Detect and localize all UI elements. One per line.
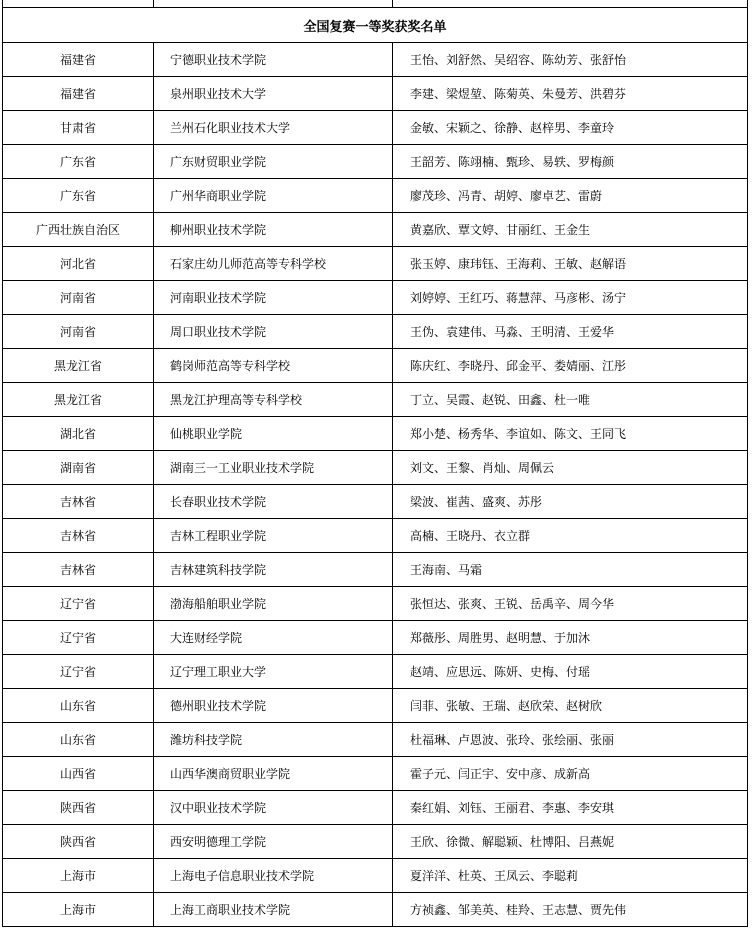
school-cell: 柳州职业技术学院 bbox=[154, 213, 393, 247]
award-table bbox=[2, 0, 748, 927]
province-cell: 辽宁省 bbox=[3, 621, 154, 655]
table-row bbox=[3, 553, 748, 587]
table-row bbox=[3, 247, 748, 281]
winners-cell: 陈庆红、李晓丹、邱金平、娄婧丽、江彤 bbox=[393, 349, 748, 383]
table-row bbox=[3, 587, 748, 621]
province-cell: 上海市 bbox=[3, 859, 154, 893]
table-row bbox=[3, 893, 748, 927]
school-cell: 宁德职业技术学院 bbox=[154, 43, 393, 77]
winners-cell: 黄嘉欣、覃文婷、甘丽红、王金生 bbox=[393, 213, 748, 247]
school-cell: 山西华澳商贸职业学院 bbox=[154, 757, 393, 791]
province-cell: 福建省 bbox=[3, 77, 154, 111]
school-cell: 湖南三一工业职业技术学院 bbox=[154, 451, 393, 485]
school-cell: 广州华商职业学院 bbox=[154, 179, 393, 213]
winners-cell: 赵靖、应思远、陈妍、史梅、付瑶 bbox=[393, 655, 748, 689]
province-cell: 山东省 bbox=[3, 723, 154, 757]
school-cell: 兰州石化职业技术大学 bbox=[154, 111, 393, 145]
table-title-row bbox=[3, 8, 748, 43]
winners-cell: 郑薇彤、周胜男、赵明慧、于加沐 bbox=[393, 621, 748, 655]
table-row bbox=[3, 383, 748, 417]
province-cell: 湖北省 bbox=[3, 417, 154, 451]
table-top-stub-row bbox=[3, 0, 748, 8]
province-cell: 广东省 bbox=[3, 179, 154, 213]
winners-cell: 刘婷婷、王红巧、蒋慧萍、马彦彬、汤宁 bbox=[393, 281, 748, 315]
school-cell: 吉林建筑科技学院 bbox=[154, 553, 393, 587]
table-row bbox=[3, 43, 748, 77]
school-cell: 上海工商职业技术学院 bbox=[154, 893, 393, 927]
school-cell: 鹤岗师范高等专科学校 bbox=[154, 349, 393, 383]
school-cell: 西安明德理工学院 bbox=[154, 825, 393, 859]
table-row bbox=[3, 757, 748, 791]
winners-cell: 王韶芳、陈翊楠、甄珍、易轶、罗梅颜 bbox=[393, 145, 748, 179]
province-cell: 广西壮族自治区 bbox=[3, 213, 154, 247]
school-cell: 上海电子信息职业技术学院 bbox=[154, 859, 393, 893]
table-row bbox=[3, 451, 748, 485]
stub-cell bbox=[154, 0, 393, 8]
province-cell: 吉林省 bbox=[3, 553, 154, 587]
province-cell: 辽宁省 bbox=[3, 655, 154, 689]
school-cell: 渤海船舶职业学院 bbox=[154, 587, 393, 621]
table-row bbox=[3, 723, 748, 757]
province-cell: 吉林省 bbox=[3, 519, 154, 553]
winners-cell: 方祯鑫、邹美英、桂羚、王志慧、贾先伟 bbox=[393, 893, 748, 927]
school-cell: 汉中职业技术学院 bbox=[154, 791, 393, 825]
province-cell: 山西省 bbox=[3, 757, 154, 791]
winners-cell: 张恒达、张爽、王锐、岳禹辛、周今华 bbox=[393, 587, 748, 621]
award-table-body bbox=[3, 0, 748, 927]
table-row bbox=[3, 281, 748, 315]
table-row bbox=[3, 519, 748, 553]
table-row bbox=[3, 77, 748, 111]
stub-cell bbox=[393, 0, 748, 8]
table-row bbox=[3, 655, 748, 689]
province-cell: 黑龙江省 bbox=[3, 349, 154, 383]
winners-cell: 高楠、王晓丹、衣立群 bbox=[393, 519, 748, 553]
school-cell: 仙桃职业学院 bbox=[154, 417, 393, 451]
school-cell: 长春职业技术学院 bbox=[154, 485, 393, 519]
winners-cell: 李建、梁煜堃、陈菊英、朱曼芳、洪碧芬 bbox=[393, 77, 748, 111]
award-list-sheet bbox=[2, 0, 748, 927]
school-cell: 黑龙江护理高等专科学校 bbox=[154, 383, 393, 417]
school-cell: 潍坊科技学院 bbox=[154, 723, 393, 757]
table-row bbox=[3, 111, 748, 145]
table-row bbox=[3, 859, 748, 893]
province-cell: 河南省 bbox=[3, 281, 154, 315]
province-cell: 甘肃省 bbox=[3, 111, 154, 145]
province-cell: 陕西省 bbox=[3, 791, 154, 825]
stub-cell bbox=[3, 0, 154, 8]
table-row bbox=[3, 145, 748, 179]
winners-cell: 王伪、袁建伟、马淼、王明清、王爱华 bbox=[393, 315, 748, 349]
winners-cell: 夏洋洋、杜英、王凤云、李聪莉 bbox=[393, 859, 748, 893]
province-cell: 福建省 bbox=[3, 43, 154, 77]
school-cell: 德州职业技术学院 bbox=[154, 689, 393, 723]
winners-cell: 杜福琳、卢恩波、张玲、张绘丽、张丽 bbox=[393, 723, 748, 757]
school-cell: 泉州职业技术大学 bbox=[154, 77, 393, 111]
winners-cell: 霍子元、闫正宇、安中彦、成新高 bbox=[393, 757, 748, 791]
winners-cell: 廖茂珍、冯青、胡婷、廖卓艺、雷蔚 bbox=[393, 179, 748, 213]
province-cell: 吉林省 bbox=[3, 485, 154, 519]
province-cell: 广东省 bbox=[3, 145, 154, 179]
winners-cell: 郑小楚、杨秀华、李谊如、陈文、王同飞 bbox=[393, 417, 748, 451]
school-cell: 石家庄幼儿师范高等专科学校 bbox=[154, 247, 393, 281]
table-row bbox=[3, 621, 748, 655]
winners-cell: 王海南、马霜 bbox=[393, 553, 748, 587]
table-row bbox=[3, 417, 748, 451]
table-row bbox=[3, 315, 748, 349]
winners-cell: 秦红娟、刘钰、王丽君、李惠、李安琪 bbox=[393, 791, 748, 825]
school-cell: 大连财经学院 bbox=[154, 621, 393, 655]
winners-cell: 金敏、宋颖之、徐静、赵梓男、李童玲 bbox=[393, 111, 748, 145]
winners-cell: 丁立、吴霞、赵锐、田鑫、杜一唯 bbox=[393, 383, 748, 417]
winners-cell: 张玉婷、康玮钰、王海莉、王敏、赵解语 bbox=[393, 247, 748, 281]
table-row bbox=[3, 213, 748, 247]
school-cell: 吉林工程职业学院 bbox=[154, 519, 393, 553]
province-cell: 陕西省 bbox=[3, 825, 154, 859]
school-cell: 河南职业技术学院 bbox=[154, 281, 393, 315]
table-row bbox=[3, 349, 748, 383]
winners-cell: 闫菲、张敏、王瑞、赵欣荣、赵树欣 bbox=[393, 689, 748, 723]
table-title: 全国复赛一等奖获奖名单 bbox=[3, 8, 748, 43]
winners-cell: 王怡、刘舒然、吴绍容、陈幼芳、张舒怡 bbox=[393, 43, 748, 77]
school-cell: 辽宁理工职业大学 bbox=[154, 655, 393, 689]
province-cell: 辽宁省 bbox=[3, 587, 154, 621]
table-row bbox=[3, 689, 748, 723]
province-cell: 上海市 bbox=[3, 893, 154, 927]
winners-cell: 王欣、徐微、解聪颖、杜博阳、吕燕妮 bbox=[393, 825, 748, 859]
school-cell: 周口职业技术学院 bbox=[154, 315, 393, 349]
table-row bbox=[3, 791, 748, 825]
school-cell: 广东财贸职业学院 bbox=[154, 145, 393, 179]
province-cell: 黑龙江省 bbox=[3, 383, 154, 417]
province-cell: 山东省 bbox=[3, 689, 154, 723]
table-row bbox=[3, 485, 748, 519]
table-row bbox=[3, 825, 748, 859]
table-row bbox=[3, 179, 748, 213]
winners-cell: 刘文、王黎、肖灿、周佩云 bbox=[393, 451, 748, 485]
winners-cell: 梁波、崔茜、盛爽、苏彤 bbox=[393, 485, 748, 519]
province-cell: 湖南省 bbox=[3, 451, 154, 485]
province-cell: 河北省 bbox=[3, 247, 154, 281]
province-cell: 河南省 bbox=[3, 315, 154, 349]
